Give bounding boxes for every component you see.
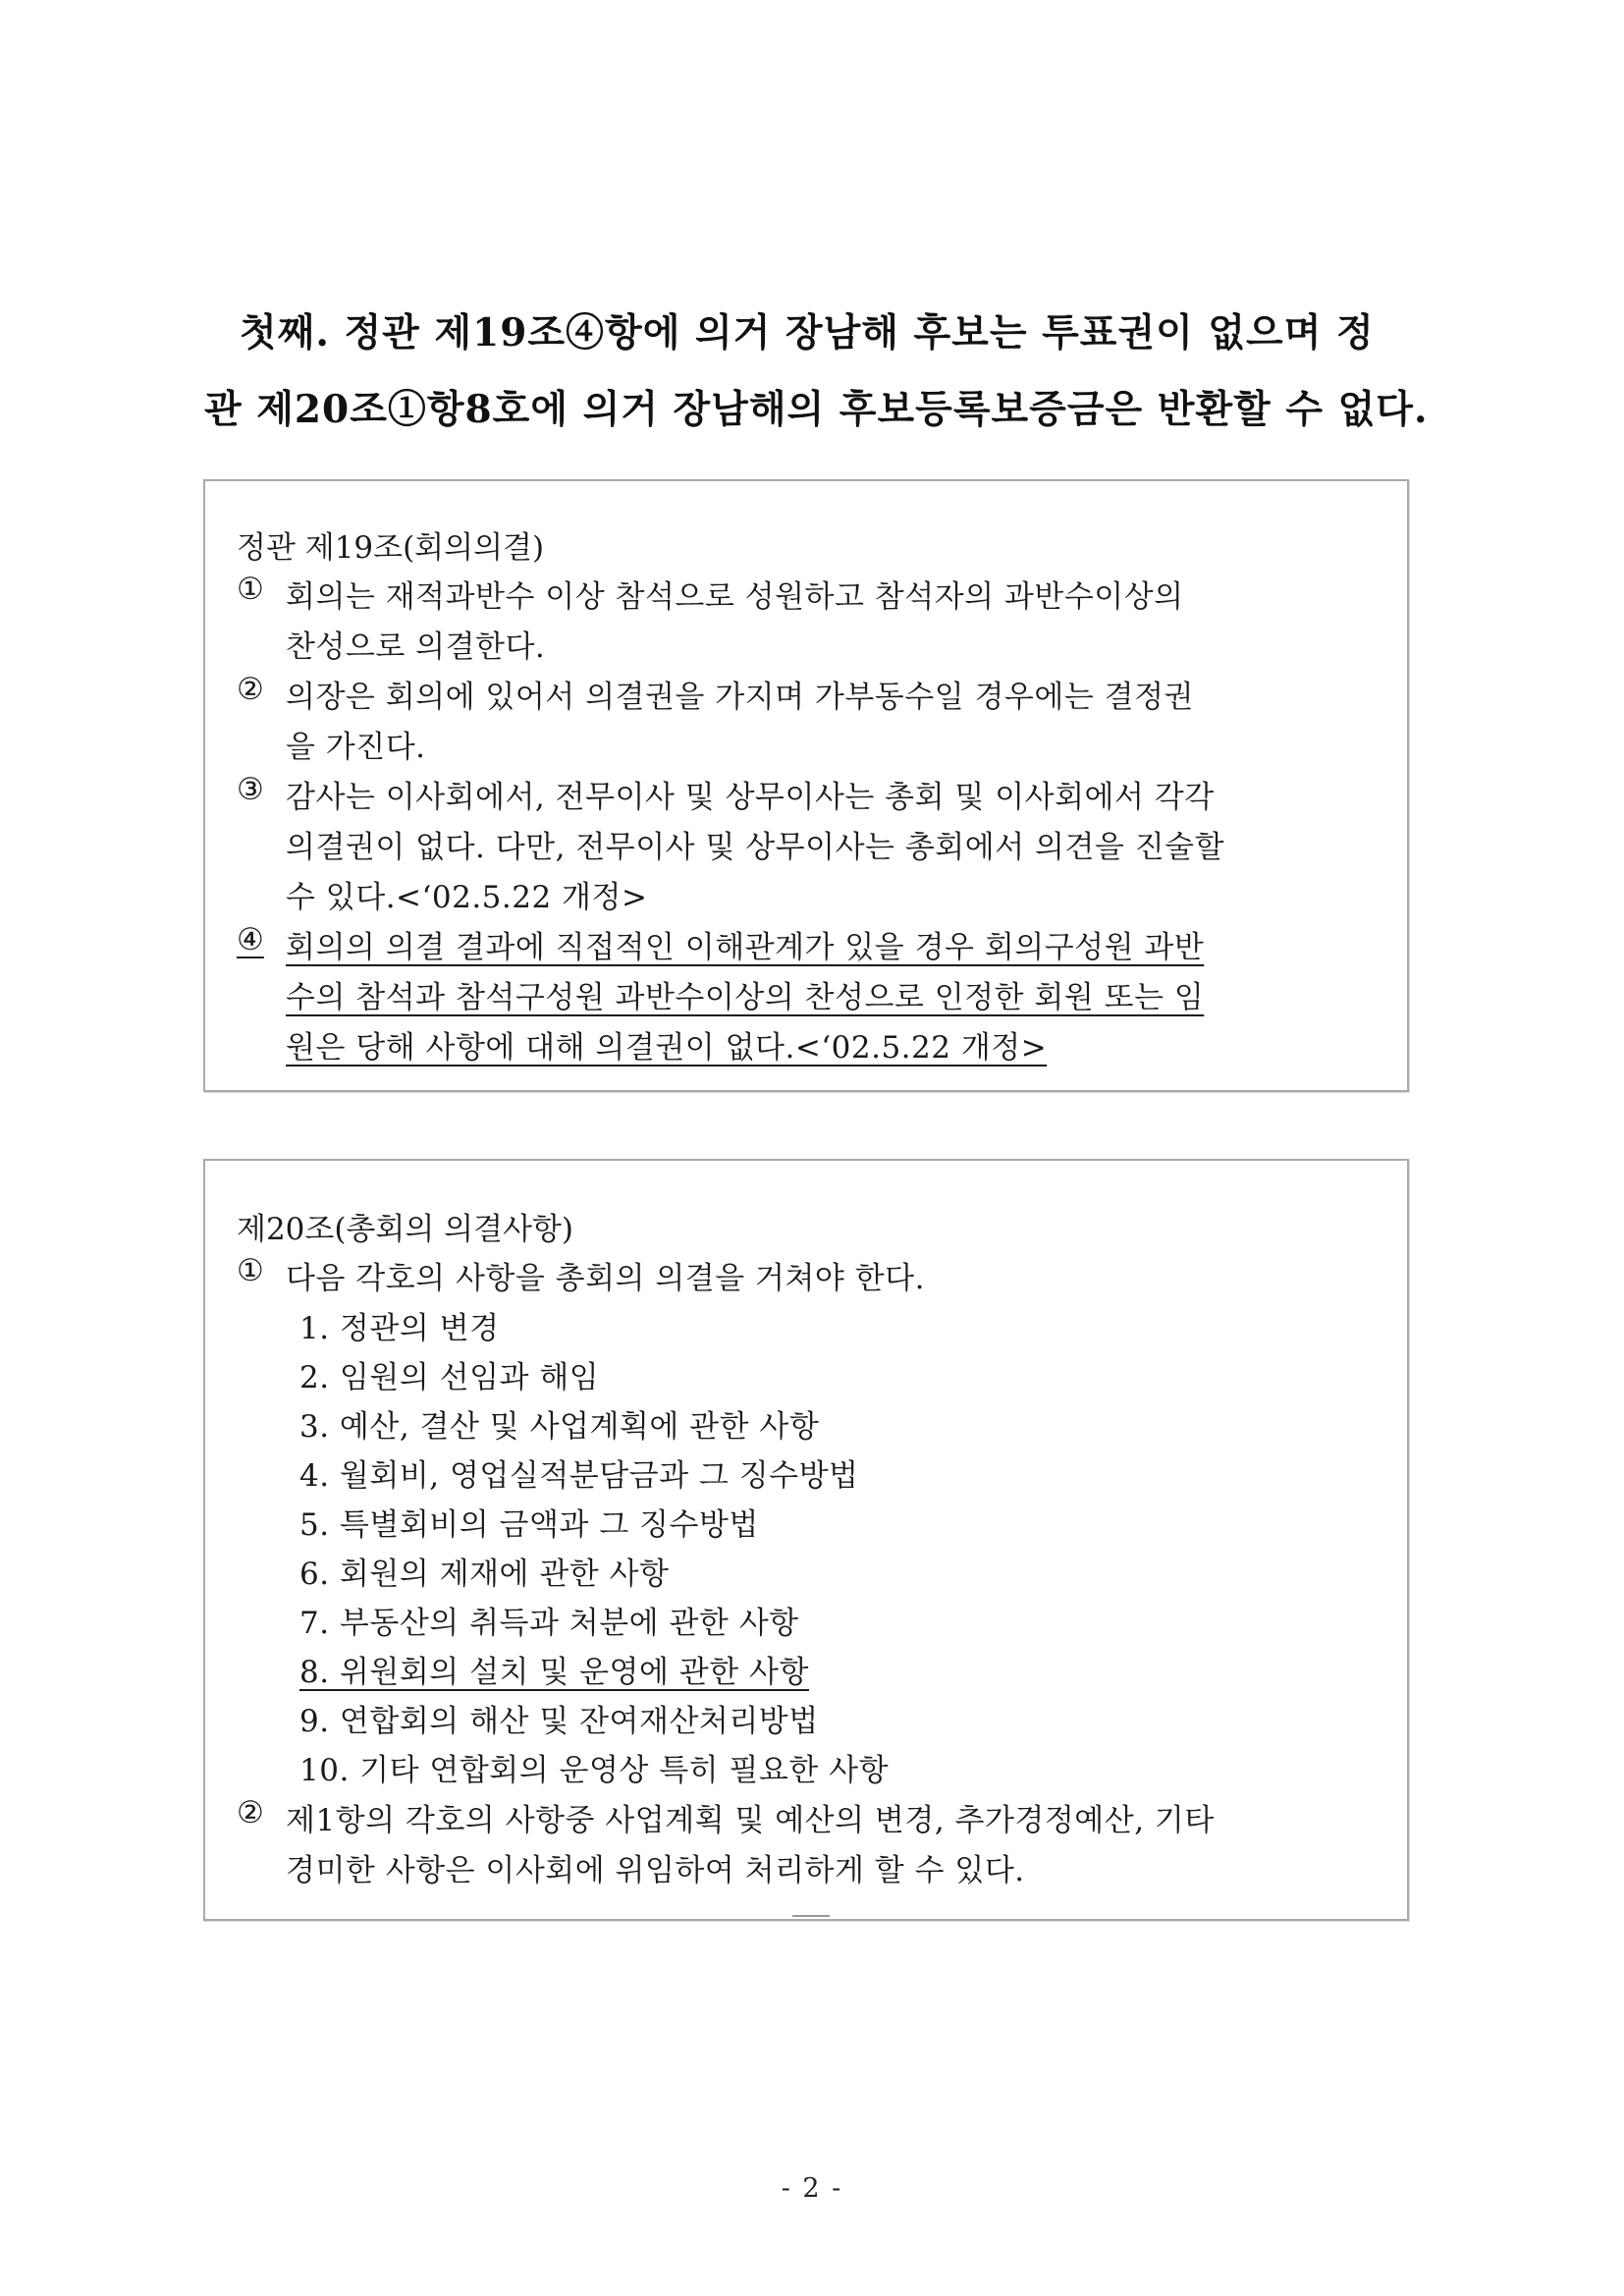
list-item: 2. 임원의 선임과 해임 (299, 1360, 600, 1395)
clause-number: ④ (237, 922, 264, 957)
clause-number: ① (237, 1253, 264, 1288)
intro-paragraph (204, 295, 1432, 448)
article-20-title: 제20조(총회의 의결사항) (237, 1212, 574, 1247)
scan-mark (792, 1915, 830, 1917)
intro-line-1: 첫째. 정관 제19조④항에 의거 장남해 후보는 투표권이 없으며 정 (240, 310, 1375, 355)
clause-text-line: 수의 참석과 참석구성원 과반수이상의 찬성으로 인정한 회원 또는 임 (286, 980, 1205, 1015)
article-19-title: 정관 제19조(회의의결) (237, 530, 545, 566)
list-item: 5. 특별회비의 금액과 그 징수방법 (299, 1507, 759, 1543)
clause-number: ② (237, 1795, 264, 1831)
clause-text-line: 원은 당해 사항에 대해 의결권이 없다.<‘02.5.22 개정> (286, 1030, 1048, 1066)
clause-text-line: 경미한 사항은 이사회에 위임하여 처리하게 할 수 있다. (286, 1853, 1025, 1888)
clause-number: ② (237, 672, 264, 707)
clause-text-line: 의장은 회의에 있어서 의결권을 가지며 가부동수일 경우에는 결정권 (286, 680, 1194, 715)
list-item: 3. 예산, 결산 및 사업계획에 관한 사항 (299, 1409, 820, 1445)
clause-text-line: 의결권이 없다. 다만, 전무이사 및 상무이사는 총회에서 의견을 진술할 (286, 830, 1225, 865)
list-item-underlined: 8. 위원회의 설치 및 운영에 관한 사항 (299, 1655, 809, 1690)
clause-text-line: 다음 각호의 사항을 총회의 의결을 거쳐야 한다. (286, 1261, 925, 1296)
article-20-box (203, 1159, 1409, 1921)
clause-text-line: 수 있다.<‘02.5.22 개정> (286, 880, 648, 915)
list-item: 1. 정관의 변경 (299, 1311, 500, 1346)
list-item: 9. 연합회의 해산 및 잔여재산처리방법 (299, 1704, 819, 1739)
clause-number: ① (237, 572, 264, 607)
list-item: 7. 부동산의 취득과 처분에 관한 사항 (299, 1606, 799, 1641)
clause-text-line: 회의의 의결 결과에 직접적인 이해관계가 있을 경우 회의구성원 과반 (286, 930, 1205, 965)
clause-text-line: 찬성으로 의결한다. (286, 629, 546, 665)
clause-text-line: 회의는 재적과반수 이상 참석으로 성원하고 참석자의 과반수이상의 (286, 579, 1184, 615)
page-number: - 2 - (781, 2173, 843, 2204)
clause-text-line: 감사는 이사회에서, 전무이사 및 상무이사는 총회 및 이사회에서 각각 (286, 780, 1215, 815)
clause-number: ③ (237, 772, 264, 807)
list-item: 6. 회원의 제재에 관한 사항 (299, 1557, 670, 1592)
clause-text-line: 을 가진다. (286, 730, 426, 765)
list-item: 4. 월회비, 영업실적분담금과 그 징수방법 (299, 1458, 859, 1494)
list-item: 10. 기타 연합회의 운영상 특히 필요한 사항 (299, 1753, 890, 1788)
article-19-box (203, 479, 1409, 1092)
clause-text-line: 제1항의 각호의 사항중 사업계획 및 예산의 변경, 추가경정예산, 기타 (286, 1803, 1215, 1838)
intro-line-2: 관 제20조①항8호에 의거 장남해의 후보등록보증금은 반환할 수 없다. (204, 387, 1429, 432)
